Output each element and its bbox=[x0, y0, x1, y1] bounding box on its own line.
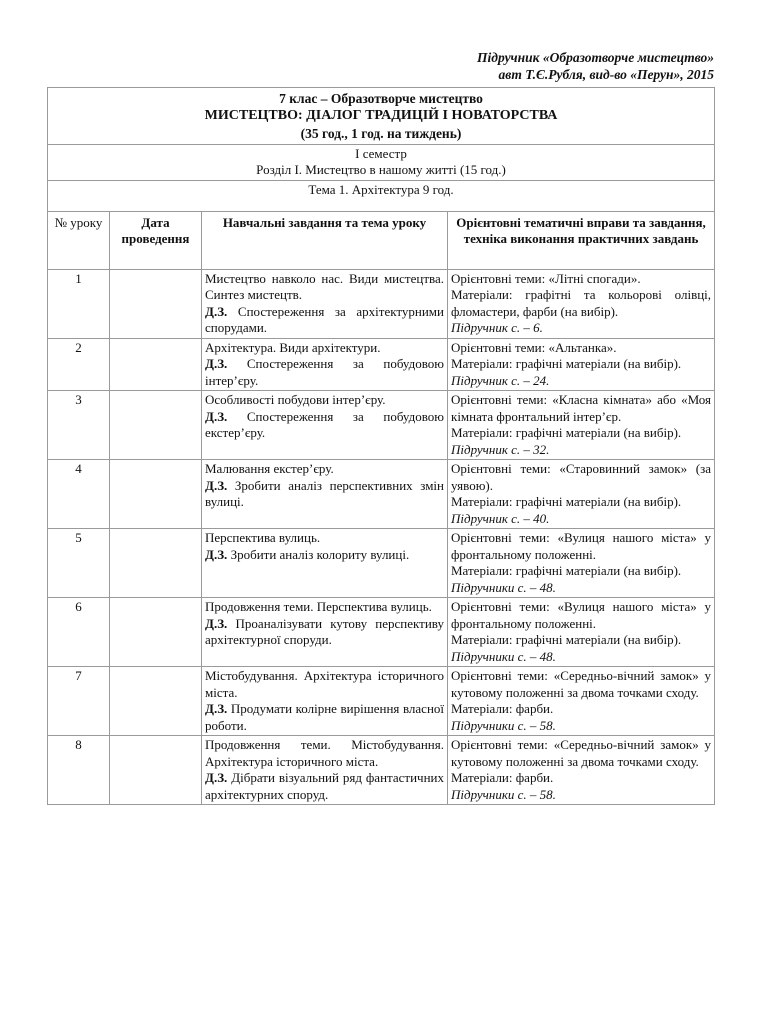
lesson-date bbox=[110, 667, 202, 736]
exercise-materials: Матеріали: графічні матеріали (на вибір). bbox=[451, 356, 682, 371]
exercise-themes: Орієнтовні теми: «Вулиця нашого міста» у фронтальному положенні. bbox=[451, 530, 712, 562]
textbook-page-ref: Підручники с. – 48. bbox=[451, 648, 556, 664]
exercise-themes: Орієнтовні теми: «Альтанка». bbox=[451, 339, 617, 355]
exercise-materials: Матеріали: графічні матеріали (на вибір). bbox=[451, 425, 682, 440]
exercise-themes: Орієнтовні теми: «Старовинний замок» (за уявою). bbox=[451, 461, 712, 493]
exercise-themes: Орієнтовні теми: «Середньо-вічний замок» у кутовому положенні за двома точками сходу. bbox=[451, 737, 712, 769]
homework-label: Д.З. bbox=[205, 303, 228, 319]
lesson-topic: Продовження теми. Містобудування. Архітектура історичного міста. bbox=[205, 737, 444, 769]
lesson-number: 7 bbox=[48, 667, 110, 736]
lesson-date bbox=[110, 269, 202, 338]
lesson-number: 4 bbox=[48, 460, 110, 529]
semester-row bbox=[48, 144, 715, 180]
exercise-materials: Матеріали: фарби. bbox=[451, 770, 554, 785]
homework-text: Зробити аналіз перспективних змін вулиці. bbox=[205, 477, 444, 509]
exercise-themes: Орієнтовні теми: «Вулиця нашого міста» у фронтальному положенні. bbox=[451, 599, 712, 631]
homework-text: Спостереження за побудовою екстер’єру. bbox=[205, 408, 444, 440]
lesson-topic: Архітектура. Види архітектури. bbox=[205, 339, 381, 355]
lesson-date bbox=[110, 460, 202, 529]
lesson-tasks bbox=[202, 269, 448, 338]
lesson-tasks bbox=[202, 667, 448, 736]
homework-text: Дібрати візуальний ряд фантастичних архітектурних споруд. bbox=[205, 770, 444, 802]
table-row bbox=[48, 667, 715, 736]
lesson-topic: Особливості побудови інтер’єру. bbox=[205, 392, 386, 407]
lesson-topic: Перспектива вулиць. bbox=[205, 530, 321, 545]
table-row bbox=[48, 736, 715, 805]
exercise-themes: Орієнтовні теми: «Літні спогади». bbox=[451, 270, 641, 286]
title-row bbox=[48, 88, 715, 145]
semester-label: І семестр bbox=[355, 145, 407, 161]
exercise-materials: Матеріали: графічні матеріали (на вибір). bbox=[451, 494, 682, 509]
hours-title: (35 год., 1 год. на тиждень) bbox=[300, 126, 462, 141]
exercise-themes: Орієнтовні теми: «Класна кімната» або «Моя кімната фронтальний інтер’єр. bbox=[451, 392, 712, 424]
homework-text: Проаналізувати кутову перспективу архітектурної споруди. bbox=[205, 615, 444, 647]
homework-label: Д.З. bbox=[205, 701, 228, 716]
table-row bbox=[48, 391, 715, 460]
lesson-exercises bbox=[448, 667, 715, 736]
col-header-tasks: Навчальні завдання та тема уроку bbox=[202, 211, 448, 269]
lesson-number: 6 bbox=[48, 598, 110, 667]
table-row bbox=[48, 460, 715, 529]
homework-label: Д.З. bbox=[205, 546, 228, 562]
col-header-num: № уроку bbox=[48, 211, 110, 269]
lesson-topic: Продовження теми. Перспектива вулиць. bbox=[205, 599, 432, 614]
lesson-number: 5 bbox=[48, 529, 110, 598]
lesson-number: 3 bbox=[48, 391, 110, 460]
table-row bbox=[48, 269, 715, 338]
homework-label: Д.З. bbox=[205, 408, 228, 424]
homework-text: Зробити аналіз колориту вулиці. bbox=[230, 546, 410, 562]
lesson-exercises bbox=[448, 598, 715, 667]
homework-label: Д.З. bbox=[205, 356, 228, 371]
exercise-materials: Матеріали: графічні матеріали (на вибір). bbox=[451, 632, 682, 647]
exercise-materials: Матеріали: графічні матеріали (на вибір). bbox=[451, 563, 682, 578]
textbook-page-ref: Підручник с. – 24. bbox=[451, 372, 550, 388]
semester-cell bbox=[48, 144, 715, 180]
lesson-date bbox=[110, 598, 202, 667]
lesson-exercises bbox=[448, 529, 715, 598]
lesson-tasks bbox=[202, 598, 448, 667]
textbook-page-ref: Підручники с. – 58. bbox=[451, 717, 556, 733]
exercise-materials: Матеріали: фарби. bbox=[451, 701, 554, 716]
textbook-page-ref: Підручник с. – 6. bbox=[451, 320, 543, 335]
lesson-date bbox=[110, 736, 202, 805]
homework-label: Д.З. bbox=[205, 770, 228, 785]
homework-label: Д.З. bbox=[205, 615, 228, 631]
lesson-topic: Малювання екстер’єру. bbox=[205, 461, 334, 476]
col-header-exercises: Орієнтовні тематичні вправи та завдання, техніка виконання практичних завдань bbox=[448, 211, 715, 269]
course-title: МИСТЕЦТВО: ДІАЛОГ ТРАДИЦІЙ І НОВАТОРСТВА bbox=[204, 107, 558, 123]
textbook-page-ref: Підручник с. – 40. bbox=[451, 510, 550, 526]
lesson-tasks bbox=[202, 391, 448, 460]
lesson-exercises bbox=[448, 391, 715, 460]
homework-text: Спостереження за архітектурними спорудами. bbox=[205, 303, 444, 335]
table-row bbox=[48, 338, 715, 391]
exercise-materials: Матеріали: графітні та кольорові олівці, фломастери, фарби (на вибір). bbox=[451, 287, 712, 319]
header-line-1: Підручник «Образотворче мистецтво» bbox=[477, 50, 714, 65]
theme-label: Тема 1. Архітектура 9 год. bbox=[308, 181, 454, 197]
lesson-exercises bbox=[448, 460, 715, 529]
lesson-exercises bbox=[448, 269, 715, 338]
textbook-reference-header bbox=[477, 49, 714, 83]
homework-text: Спостереження за побудовою інтер’єру. bbox=[205, 356, 444, 388]
lesson-exercises bbox=[448, 736, 715, 805]
lesson-plan-table bbox=[47, 87, 715, 805]
column-header-row bbox=[48, 211, 715, 269]
section-label: Розділ І. Мистецтво в нашому житті (15 год.) bbox=[256, 162, 506, 177]
lesson-date bbox=[110, 391, 202, 460]
col-header-date: Дата проведення bbox=[110, 211, 202, 269]
lesson-tasks bbox=[202, 736, 448, 805]
textbook-page-ref: Підручники с. – 48. bbox=[451, 579, 556, 595]
lesson-number: 2 bbox=[48, 338, 110, 391]
table-row bbox=[48, 598, 715, 667]
lesson-topic: Містобудування. Архітектура історичного міста. bbox=[205, 668, 444, 700]
textbook-page-ref: Підручник с. – 32. bbox=[451, 441, 550, 457]
homework-label: Д.З. bbox=[205, 477, 228, 493]
theme-cell bbox=[48, 180, 715, 211]
grade-title: 7 клас – Образотворче мистецтво bbox=[279, 91, 483, 106]
lesson-tasks bbox=[202, 529, 448, 598]
lesson-tasks bbox=[202, 460, 448, 529]
lesson-date bbox=[110, 529, 202, 598]
textbook-page-ref: Підручники с. – 58. bbox=[451, 786, 556, 802]
table-row bbox=[48, 529, 715, 598]
lesson-tasks bbox=[202, 338, 448, 391]
theme-row bbox=[48, 180, 715, 211]
lesson-number: 8 bbox=[48, 736, 110, 805]
lesson-date bbox=[110, 338, 202, 391]
homework-text: Продумати колірне вирішення власної роботи. bbox=[205, 701, 445, 733]
lesson-topic: Мистецтво навколо нас. Види мистецтва. Синтез мистецтв. bbox=[205, 270, 444, 302]
exercise-themes: Орієнтовні теми: «Середньо-вічний замок» у кутовому положенні за двома точками сходу. bbox=[451, 668, 712, 700]
header-line-2: авт Т.Є.Рубля, вид-во «Перун», 2015 bbox=[498, 67, 714, 82]
lesson-number: 1 bbox=[48, 269, 110, 338]
lesson-exercises bbox=[448, 338, 715, 391]
title-cell bbox=[48, 88, 715, 145]
